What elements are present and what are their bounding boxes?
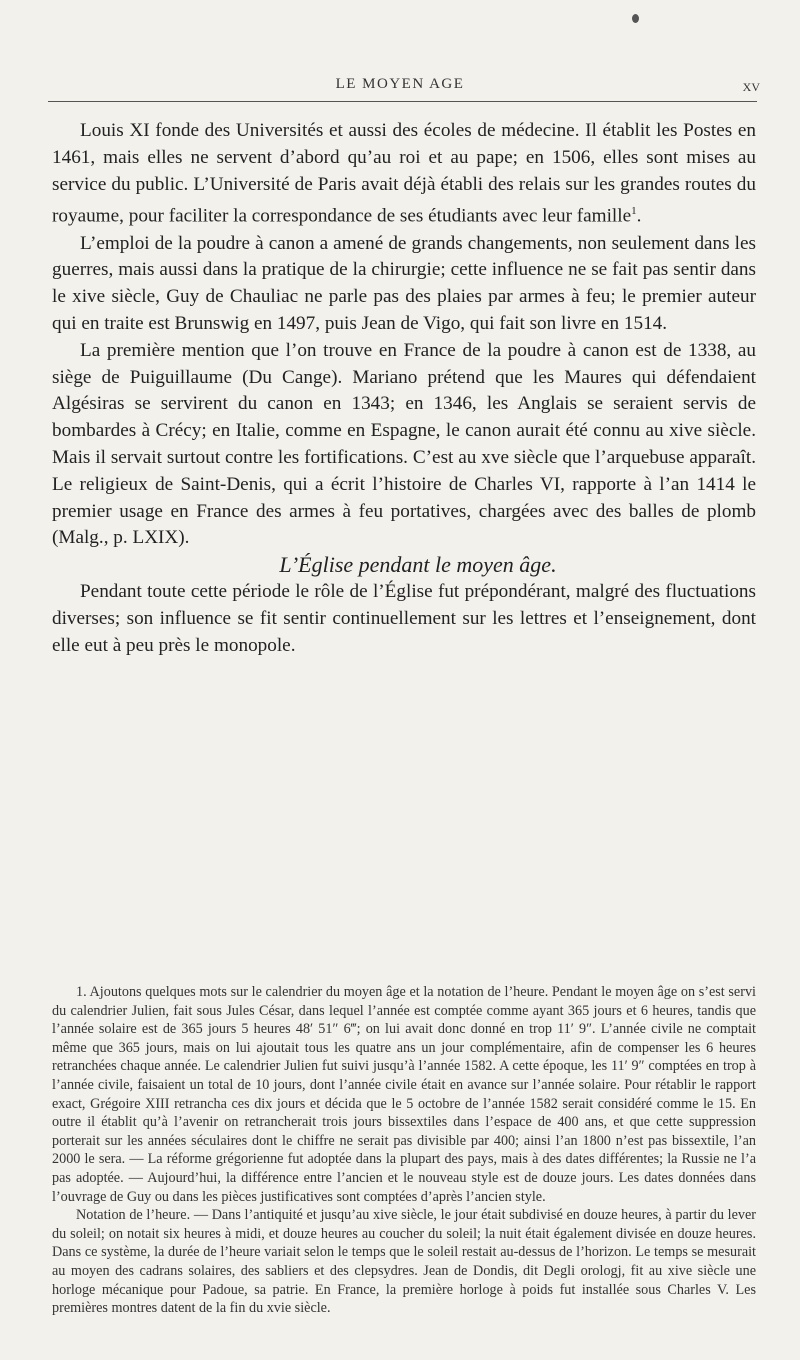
section-title: L’Église pendant le moyen âge. [279, 552, 557, 578]
footnote-marker: 1 [631, 205, 637, 218]
running-title: LE MOYEN AGE [335, 76, 465, 92]
footnote-hour-notation: Notation de l’heure. — Dans l’antiquité et jusqu’au xive siècle, le jour était subdivisé en douze heures, à partir du lever du soleil; on notait six heures à midi, et douze heures au coucher du soleil; la nuit était également divisée en douze heures. Dans ce système, la durée de l’heure variait selon le temps que le soleil restait au-dessus de l’horizon. Le temps se mesurait au moyen des cadrans solaires, des sabliers et des clepsydres. Jean de Dondis, dit Degli orologj, fit au xive siècle une horloge mécanique pour Padoue, sa patrie. En France, la première horloge à poids fut installée sous Charles V. Les premières montres datent de la fin du xvie siècle. [52, 1207, 756, 1317]
paragraph-cannon-history: La première mention que l’on trouve en France de la poudre à canon est de 1338, au siège de Puiguillaume (Du Cange). Mariano prétend que les Maures qui défendaient Algésiras se servirent du canon en 1343; en 1346, les Anglais se seraient servis de bombardes à Crécy; en Italie, comme en Espagne, le canon aurait été connu au xive siècle. Mais il servait surtout contre les fortifications. C’est au xve siècle que l’arquebuse apparaît. Le religieux de Saint-Denis, qui a écrit l’histoire de Charles VI, rapporte à l’an 1414 le premier usage en France des armes à feu portatives, chargées avec des balles de plomb (Malg., p. LXIX). [52, 339, 756, 549]
footnotes [52, 983, 756, 1318]
paragraph-universities: Louis XI fonde des Universités et aussi des écoles de médecine. Il établit les Postes en 1461, mais elles ne servent d’abord qu’au roi et au pape; en 1506, elles sont mises au service du public. L’Université de Paris avait déjà établi des relais sur les grandes routes du royaume, pour faciliter la correspondance de ses étudiants avec leur famille$^1$. [52, 120, 756, 227]
main-text [52, 118, 756, 659]
ink-spot [632, 14, 639, 23]
paragraph-gunpowder: L’emploi de la poudre à canon a amené de grands changements, non seulement dans les guerres, mais aussi dans la pratique de la chirurgie; cette influence ne se fait pas sentir dans le xive siècle, Guy de Chauliac ne parle pas des plaies par armes à feu; le premier auteur qui en traite est Brunswig en 1497, puis Jean de Vigo, qui fait son livre en 1514. [52, 232, 756, 334]
footnote-calendar: 1. Ajoutons quelques mots sur le calendrier du moyen âge et la notation de l’heure. Pendant le moyen âge on s’est servi du calendrier Julien, fait sous Jules César, dans lequel l’année est comptée comme ayant 365 jours et 6 heures, tandis que l’année solaire est de 365 jours 5 heures 48′ 51″ 6‴; on lui avait donc donné en trop 11′ 9″. L’année civile ne comptait même que 365 jours, mais on lui ajoutait tous les quatre ans un jour complémentaire, afin de compenser les 6 heures retranchées chaque année. Le calendrier Julien fut suivi jusqu’à l’année 1582. A cette époque, les 11′ 9″ comptées en trop à l’année civile, faisaient un total de 10 jours, dont l’année civile était en avance sur l’année solaire. Pour rétablir le rapport exact, Grégoire XIII retrancha ces dix jours et décida que le 5 octobre de l’année 1582 serait considéré comme le 15. En outre il établit qu’à l’avenir on retrancherait trois jours bissextiles dans l’espace de 400 ans, et que cette suppression porterait sur les années séculaires dont le chiffre ne serait pas divisible par 400; ainsi l’an 1800 n’est pas bissextile, l’an 2000 le sera. — La réforme grégorienne fut adoptée dans la plupart des pays, mais à des dates différentes; la Russie ne l’a pas adoptée. — Aujourd’hui, la différence entre l’ancien et le nouveau style est de douze jours. Les dates données dans l’ouvrage de Guy ou dans les pièces justificatives sont comptées d’après l’ancien style. [52, 984, 756, 1205]
paragraph-church: Pendant toute cette période le rôle de l’Église fut prépondérant, malgré des fluctuations diverses; son influence se fit sentir continuellement sur les lettres et l’enseignement, dont elle eut à peu près le monopole. [52, 580, 756, 656]
paragraph-text: Louis XI fonde des Universités et aussi des écoles de médecine. Il établit les Postes en 1461, mais elles ne servent d’abord qu’au roi et au pape; en 1506, elles sont mises au service du public. L’Université de Paris avait déjà établi des relais sur les grandes routes du royaume, pour faciliter la correspondance de ses étudiants avec leur famille [52, 120, 756, 227]
header-rule [48, 101, 757, 102]
page-number: XV [742, 80, 760, 94]
